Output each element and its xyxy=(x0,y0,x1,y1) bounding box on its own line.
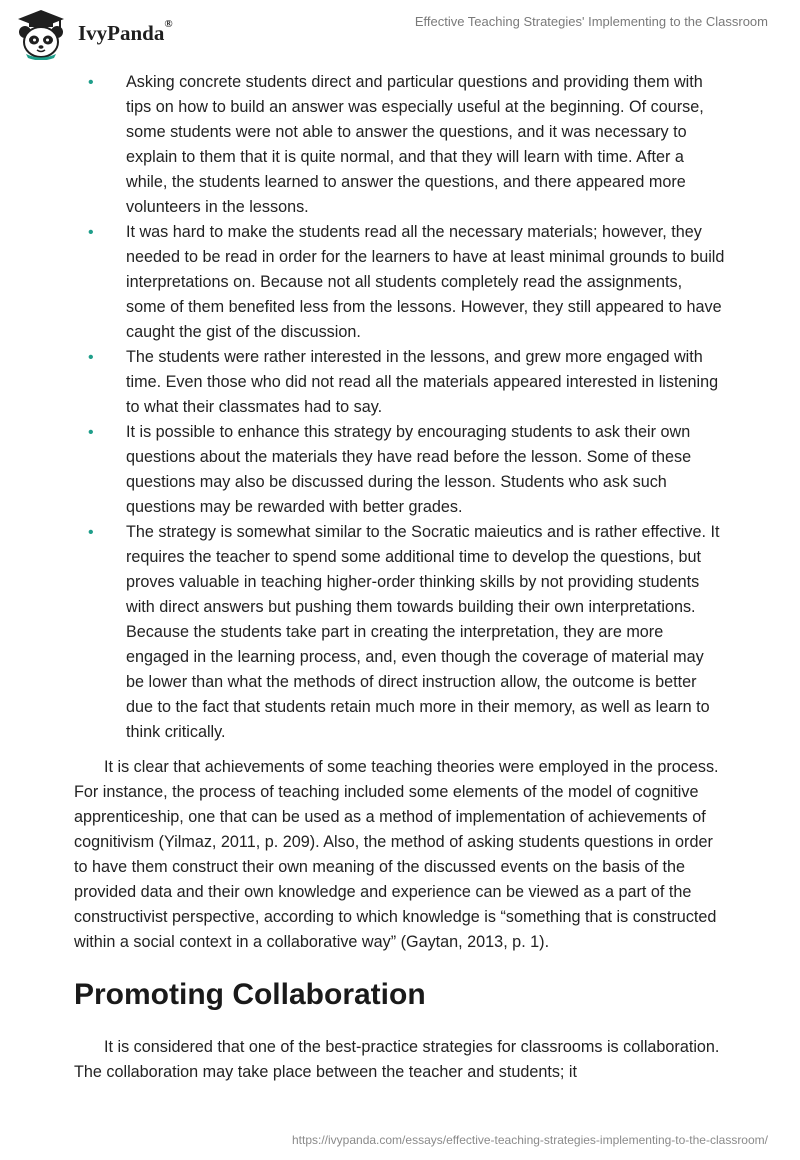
list-item-text: The strategy is somewhat similar to the Socratic maieutics and is rather effective. It requires the teacher to spend some additional time to develop the questions, but proves valuable in teaching higher-order thinking skills by not providing students with direct answers but pushing them towards building their own interpretations. Because the students take part in creating the interpretation, they are more engaged in the learning process, and, even though the coverage of material may be lower than what the methods of direct instruction allow, the outcome is better due to the fact that students retain much more in their memory, as well as learn to think critically. xyxy=(126,523,720,741)
brand-text: IvyPanda xyxy=(78,21,165,45)
list-item-text: Asking concrete students direct and particular questions and providing them with tips on how to build an answer was especially useful at the beginning. Of course, some students were not able to answer the questions, and it was necessary to explain to them that it is quite normal, and that they will learn with time. After a while, the students learned to answer the questions, and there appeared more volunteers in the lessons. xyxy=(126,73,704,216)
body-paragraph: It is clear that achievements of some teaching theories were employed in the process. For instance, the process of teaching included some elements of the model of cognitive apprenticeship, one that can be used as a method of implementation of achievements of cognitivism (Yilmaz, 2011, p. 209). Also, the method of asking students questions in order to have them construct their own meaning of the discussed events on the basis of the provided data and their own knowledge and experience can be viewed as a part of the constructivist perspective, according to which knowledge is “something that is constructed within a social context in a collaborative way” (Gaytan, 2013, p. 1). xyxy=(74,758,719,951)
body-paragraph: It is considered that one of the best-practice strategies for classrooms is collaboration. The collaboration may take place between the teacher and students; it xyxy=(74,1038,720,1081)
list-item xyxy=(74,345,726,420)
bullet-list xyxy=(74,70,726,745)
registered-mark: ® xyxy=(164,18,173,30)
bullet-icon: • xyxy=(88,424,94,441)
list-item xyxy=(74,220,726,345)
section-heading: Promoting Collaboration xyxy=(74,978,426,1011)
essay-content xyxy=(74,70,726,1085)
list-item xyxy=(74,70,726,220)
source-url[interactable]: https://ivypanda.com/essays/effective-teaching-strategies-implementing-to-the-classroom/ xyxy=(292,1133,768,1147)
bullet-icon: • xyxy=(88,349,94,366)
running-title: Effective Teaching Strategies' Implementing to the Classroom xyxy=(414,14,768,29)
list-item xyxy=(74,520,726,745)
list-item-text: It is possible to enhance this strategy by encouraging students to ask their own questions about the materials they have read before the lesson. Some of these questions may also be discussed during the lesson. Students who ask such questions may be rewarded with better grades. xyxy=(126,423,692,516)
list-item-text: The students were rather interested in the lessons, and grew more engaged with time. Even those who did not read all the materials appeared interested in listening to what their classmates had to say. xyxy=(126,348,719,416)
list-item-text: It was hard to make the students read all the necessary materials; however, they needed to be read in order for the learners to have at least minimal grounds to build interpretations on. Because not all students completely read the assignments, some of them benefited less from the lessons. However, they still appeared to have caught the gist of the discussion. xyxy=(126,223,725,341)
bullet-icon: • xyxy=(88,74,94,91)
bullet-icon: • xyxy=(88,224,94,241)
list-item xyxy=(74,420,726,520)
brand-name xyxy=(78,18,173,46)
bullet-icon: • xyxy=(88,524,94,541)
page-header xyxy=(0,0,800,70)
panda-graduate-icon xyxy=(14,8,68,60)
ivypanda-logo[interactable] xyxy=(14,8,204,60)
